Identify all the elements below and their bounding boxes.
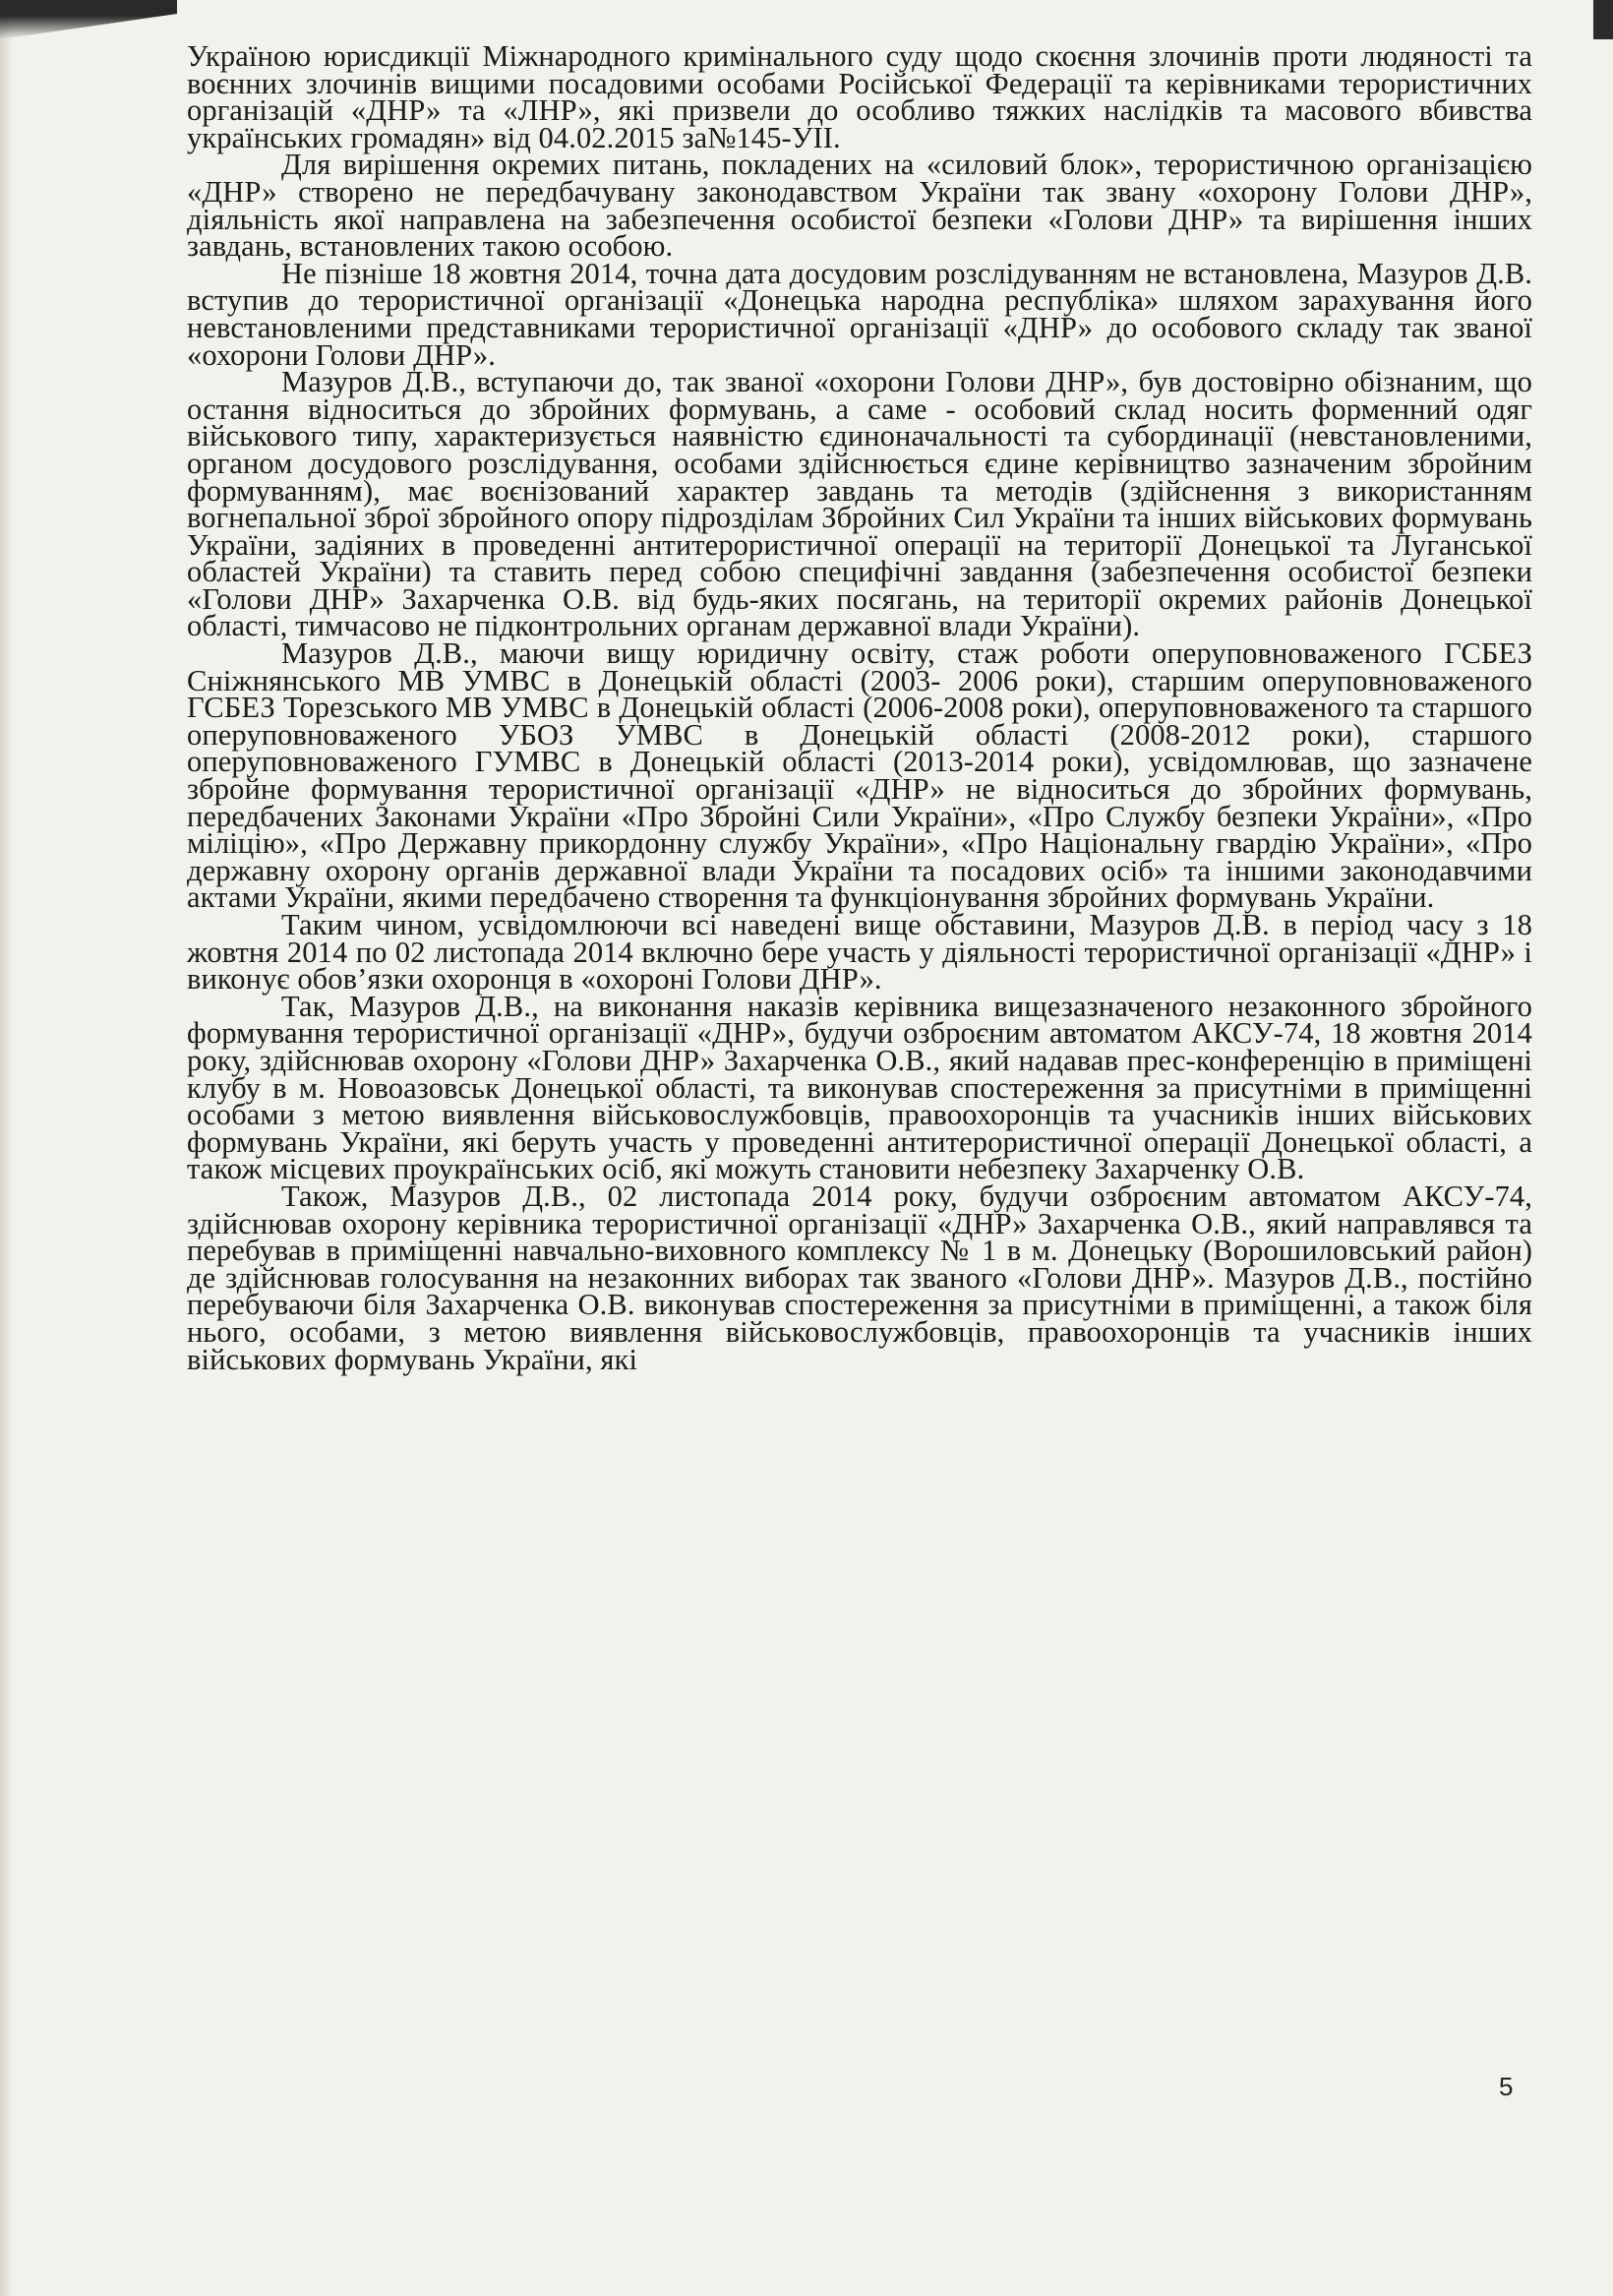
- document-body: [187, 39, 1532, 1376]
- page-number: 5: [1499, 2072, 1514, 2101]
- scan-shadow-left: [0, 0, 14, 2296]
- paragraph-6: Таким чином, усвідомлюючи всі наведені вище обставини, Мазуров Д.В. в період часу з 18 жовтня 2014 по 02 листопада 2014 включно бере участь у діяльності терористичної організації «ДНР» і виконує обов’язки охоронця в «охороні Голови ДНР».: [187, 908, 1532, 997]
- paragraph-4: Мазуров Д.В., вступаючи до, так званої «охорони Голови ДНР», був достовірно обізнаним, що остання відноситься до збройних формувань, а саме - особовий склад носить форменний одяг військового типу, характеризується наявністю єдиноначальності та субординації (невстановленими, органом досудового розслідування, особами здійснюється єдине керівництво зазначеним збройним формуванням), має воєнізований характер завдань та методів (здійснення з використанням вогнепальної зброї збройного опору підрозділам Збройних Сил України та інших військових формувань України, задіяних в проведенні антитерористичної операції на території Донецької та Луганської областей України) та ставить перед собою специфічні завдання (забезпечення особистої безпеки «Голови ДНР» Захарченка О.В. від будь-яких посягань, на території окремих районів Донецької області, тимчасово не підконтрольних органам державної влади України).: [187, 365, 1532, 643]
- paragraph-7: Так, Мазуров Д.В., на виконання наказів керівника вищезазначеного незаконного збройного формування терористичної організації «ДНР», будучи озброєним автоматом АКСУ-74, 18 жовтня 2014 року, здійснював охорону «Голови ДНР» Захарченка О.В., який надавав прес-конференцію в приміщені клубу в м. Новоазовськ Донецької області, та виконував спостереження за присутніми в приміщенні особами з метою виявлення військовослужбовців, правоохоронців та учасників інших військових формувань України, які беруть участь у проведенні антитерористичної операції Донецької області, а також місцевих проукраїнських осіб, які можуть становити небезпеку Захарченку О.В.: [187, 989, 1532, 1186]
- scan-shadow-top-right: [1593, 0, 1613, 39]
- paragraph-2: Для вирішення окремих питань, покладених на «силовий блок», терористичною організацією «ДНР» створено не передбачувану законодавством України так звану «охорону Голови ДНР», діяльність якої направлена на забезпечення особистої безпеки «Голови ДНР» та вирішення інших завдань, встановлених такою особою.: [187, 148, 1532, 264]
- scan-shadow-top-left: [0, 0, 177, 39]
- paragraph-8: Також, Мазуров Д.В., 02 листопада 2014 року, будучи озброєним автоматом АКСУ-74, здійснював охорону керівника терористичної організації «ДНР» Захарченка О.В., який направлявся та перебував в приміщенні навчально-виховного комплексу № 1 в м. Донецьку (Ворошиловський район) де здійснював голосування на незаконних виборах так званого «Голови ДНР». Мазуров Д.В., постійно перебуваючи біля Захарченка О.В. виконував спостереження за присутніми в приміщенні, а також біля нього, особами, з метою виявлення військовослужбовців, правоохоронців та учасників інших військових формувань України, які: [187, 1178, 1532, 1376]
- paragraph-3: Не пізніше 18 жовтня 2014, точна дата досудовим розслідуванням не встановлена, Мазуров Д.В. вступив до терористичної організації «Донецька народна республіка» шляхом зарахування його невстановленими представниками терористичної організації «ДНР» до особового складу так званої «охорони Голови ДНР».: [187, 256, 1532, 372]
- paragraph-5: Мазуров Д.В., маючи вищу юридичну освіту, стаж роботи оперуповноваженого ГСБЕЗ Сніжнянського МВ УМВС в Донецькій області (2003- 2006 роки), старшим оперуповноваженого ГСБЕЗ Торезського МВ УМВС в Донецькій області (2006-2008 роки), оперуповноваженого та старшого оперуповноваженого УБОЗ УМВС в Донецькій області (2008-2012 роки), старшого оперуповноваженого ГУМВС в Донецькій області (2013-2014 роки), усвідомлював, що зазначене збройне формування терористичної організації «ДНР» не відноситься до збройних формувань, передбачених Законами України «Про Збройні Сили України», «Про Службу безпеки України», «Про міліцію», «Про Державну прикордонну службу України», «Про Національну гвардію України», «Про державну охорону органів державної влади України та посадових осіб» та іншими законодавчими актами України, якими передбачено створення та функціонування збройних формувань України.: [187, 636, 1532, 915]
- paragraph-1: Україною юрисдикції Міжнародного кримінального суду щодо скоєння злочинів проти людяності та воєнних злочинів вищими посадовими особами Російської Федерації та керівниками терористичних організацій «ДНР» та «ЛНР», які призвели до особливо тяжких наслідків та масового вбивства українських громадян» від 04.02.2015 за№145-УІІ.: [187, 39, 1532, 154]
